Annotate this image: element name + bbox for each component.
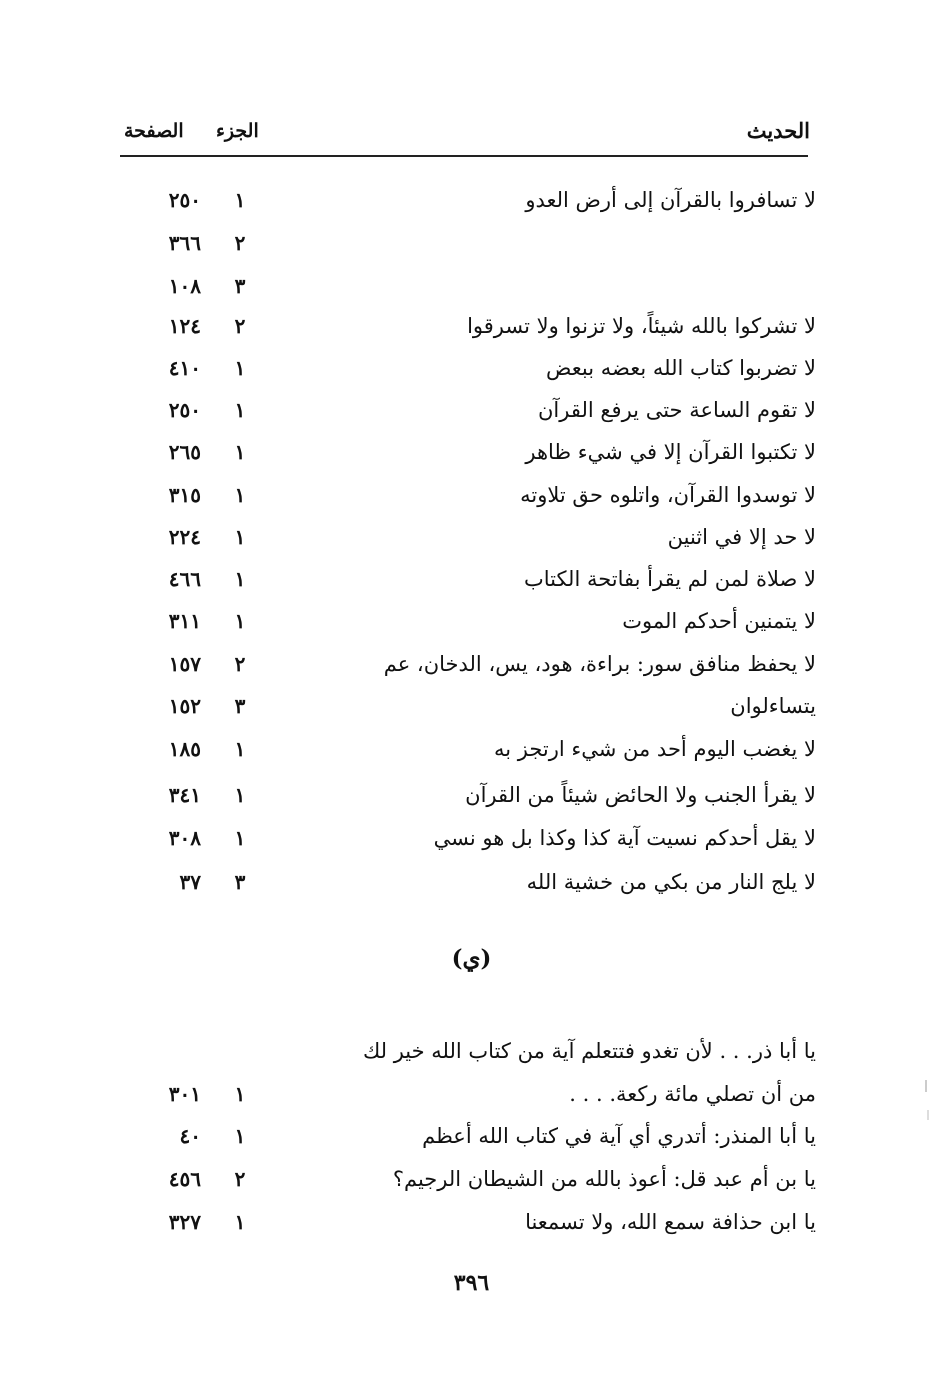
page-column-heading: الصفحة	[124, 120, 184, 142]
juz-number: ١	[234, 1210, 246, 1234]
index-row	[0, 1035, 943, 1075]
index-row	[0, 690, 943, 730]
page-reference: ٤٠	[179, 1124, 201, 1148]
hadith-text: لا يحفظ منافق سور: براءة، هود، يس، الدخان، عم	[383, 652, 816, 676]
page-reference: ٤٥٦	[168, 1167, 201, 1191]
juz-number: ٢	[234, 231, 246, 255]
juz-number: ١	[234, 1124, 246, 1148]
hadith-text: لا يتمنين أحدكم الموت	[622, 609, 816, 633]
index-row	[0, 310, 943, 350]
page-reference: ٣١٥	[168, 483, 201, 507]
page-reference: ٢٥٠	[168, 188, 201, 212]
juz-number: ١	[234, 783, 246, 807]
hadith-text: لا توسدوا القرآن، واتلوه حق تلاوته	[520, 483, 816, 507]
hadith-text: لا تضربوا كتاب الله بعضه ببعض	[546, 356, 816, 380]
juz-number: ١	[234, 188, 246, 212]
page-reference: ١٢٤	[168, 314, 201, 338]
hadith-text: من أن تصلي مائة ركعة. . . .	[569, 1082, 816, 1106]
index-row	[0, 733, 943, 773]
hadith-text: لا يلج النار من بكي من خشية الله	[526, 870, 816, 894]
page-reference: ٤٦٦	[168, 567, 201, 591]
page-reference: ٢٦٥	[168, 440, 201, 464]
page-reference: ٢٥٠	[168, 398, 201, 422]
index-row	[0, 436, 943, 476]
page-reference: ١٨٥	[168, 737, 201, 761]
juz-number: ٢	[234, 652, 246, 676]
juz-number: ١	[234, 737, 246, 761]
juz-number: ١	[234, 483, 246, 507]
juz-column-heading: الجزء	[216, 120, 259, 142]
juz-number: ٣	[234, 274, 246, 298]
hadith-text: لا تسافروا بالقرآن إلى أرض العدو	[525, 188, 816, 212]
page-reference: ٤١٠	[168, 356, 201, 380]
page-reference: ١٥٢	[168, 694, 201, 718]
hadith-text: لا يقل أحدكم نسيت آية كذا وكذا بل هو نسي	[433, 826, 816, 850]
page-reference: ١٥٧	[168, 652, 201, 676]
hadith-column-heading: الحديث	[746, 118, 810, 143]
index-row	[0, 648, 943, 688]
section-letter-heading: (ي)	[451, 945, 492, 972]
juz-number: ٣	[234, 694, 246, 718]
juz-number: ١	[234, 356, 246, 380]
scan-artifact	[927, 1110, 929, 1120]
juz-number: ١	[234, 567, 246, 591]
index-row	[0, 1163, 943, 1203]
juz-number: ٢	[234, 1167, 246, 1191]
hadith-text: يتساءلوان	[730, 694, 816, 718]
hadith-text: لا يغضب اليوم أحد من شيء ارتجز به	[493, 737, 816, 761]
index-row	[0, 479, 943, 519]
index-row	[0, 521, 943, 561]
hadith-text: لا تكتبوا القرآن إلا في شيء ظاهر	[525, 440, 816, 464]
index-row	[0, 779, 943, 819]
hadith-text: لا تقوم الساعة حتى يرفع القرآن	[538, 398, 816, 422]
index-row	[0, 1078, 943, 1118]
page-reference: ٣٠٨	[168, 826, 201, 850]
page-reference: ٣٢٧	[168, 1210, 201, 1234]
index-row	[0, 1120, 943, 1160]
hadith-text: لا يقرأ الجنب ولا الحائض شيئاً من القرآن	[465, 783, 816, 807]
juz-number: ١	[234, 826, 246, 850]
juz-number: ١	[234, 398, 246, 422]
index-row	[0, 1206, 943, 1246]
hadith-text: يا ابن حذافة سمع الله، ولا تسمعنا	[525, 1210, 816, 1234]
index-row	[0, 866, 943, 906]
hadith-text: لا حد إلا في اثنين	[667, 525, 816, 549]
index-row	[0, 270, 943, 310]
page-reference: ٣٤١	[168, 783, 201, 807]
hadith-text: يا أبا المنذر: أتدري أي آية في كتاب الله أعظم	[422, 1124, 816, 1148]
page-number: ٣٩٦	[453, 1270, 490, 1296]
page-reference: ٢٢٤	[168, 525, 201, 549]
hadith-text: يا أبا ذر. . . لأن تغدو فتتعلم آية من كتاب الله خير لك	[362, 1039, 816, 1063]
index-row	[0, 184, 943, 224]
index-row	[0, 352, 943, 392]
hadith-text: يا بن أم عبد قل: أعوذ بالله من الشيطان الرجيم؟	[392, 1167, 816, 1191]
page-reference: ٣٧	[179, 870, 201, 894]
juz-number: ١	[234, 525, 246, 549]
index-row	[0, 394, 943, 434]
juz-number: ٢	[234, 314, 246, 338]
juz-number: ١	[234, 1082, 246, 1106]
page-reference: ٣١١	[168, 609, 201, 633]
hadith-text: لا تشركوا بالله شيئاً، ولا تزنوا ولا تسرقوا	[467, 314, 816, 338]
index-row	[0, 227, 943, 267]
page-reference: ٣٦٦	[168, 231, 201, 255]
index-row	[0, 822, 943, 862]
index-row	[0, 605, 943, 645]
scan-artifact	[925, 1080, 927, 1092]
header-rule	[120, 155, 808, 157]
hadith-text: لا صلاة لمن لم يقرأ بفاتحة الكتاب	[523, 567, 816, 591]
page-reference: ١٠٨	[168, 274, 201, 298]
table-header	[120, 110, 810, 150]
index-row	[0, 563, 943, 603]
juz-number: ١	[234, 440, 246, 464]
juz-number: ١	[234, 609, 246, 633]
page-reference: ٣٠١	[168, 1082, 201, 1106]
juz-number: ٣	[234, 870, 246, 894]
